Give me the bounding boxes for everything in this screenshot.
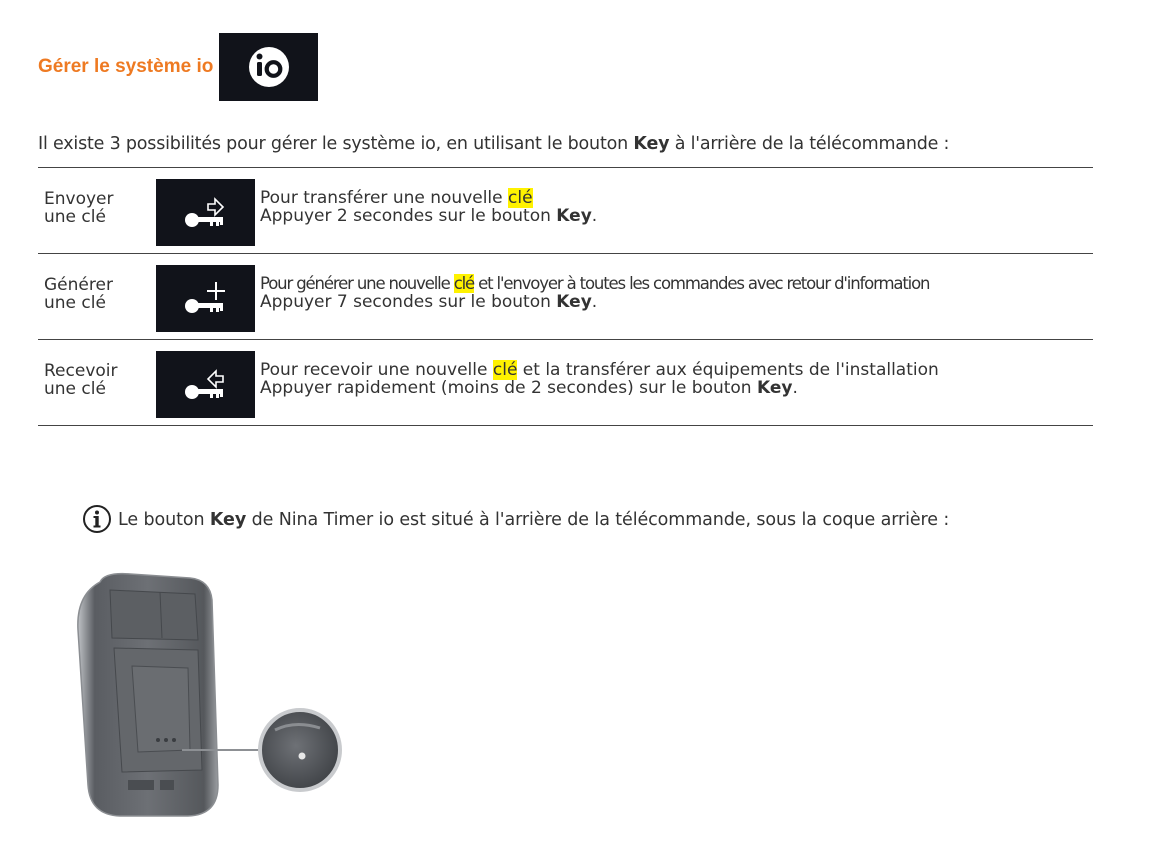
row-label-line1: Générer xyxy=(44,275,113,295)
section-header xyxy=(38,33,318,101)
row-line1-highlight: clé xyxy=(492,360,518,380)
table-row-receive-key xyxy=(38,340,1093,426)
note-before: Le bouton xyxy=(118,510,210,530)
table-row-send-key xyxy=(38,168,1093,254)
row-line2 xyxy=(260,207,597,225)
row-label-line1: Envoyer xyxy=(44,189,114,209)
row-description xyxy=(260,361,939,397)
row-line2 xyxy=(260,293,929,311)
key-actions-table xyxy=(38,167,1093,426)
row-label xyxy=(44,276,154,312)
key-receive-arrow-left-icon xyxy=(156,351,255,418)
row-line1-before: Pour générer une nouvelle xyxy=(260,274,454,293)
row-line1-after: et la transférer aux équipements de l'installation xyxy=(517,360,939,380)
row-label xyxy=(44,362,154,398)
row-line1-before: Pour transférer une nouvelle xyxy=(260,188,509,208)
row-line2 xyxy=(260,379,939,397)
row-label-line1: Recevoir xyxy=(44,361,118,381)
row-line1 xyxy=(260,189,597,207)
row-line2-key-word: Key xyxy=(756,378,793,398)
table-row-generate-key xyxy=(38,254,1093,340)
row-line2-before: Appuyer 7 secondes sur le bouton xyxy=(260,292,557,312)
remote-back-illustration xyxy=(70,570,360,825)
row-label xyxy=(44,190,154,226)
intro-after: à l'arrière de la télécommande : xyxy=(669,134,950,154)
row-line2-before: Appuyer 2 secondes sur le bouton xyxy=(260,206,557,226)
info-icon xyxy=(82,504,112,534)
io-logo-badge xyxy=(219,33,318,101)
io-logo-icon xyxy=(246,44,292,90)
row-label-line2: une clé xyxy=(44,207,106,227)
row-line1-highlight: clé xyxy=(508,188,533,208)
row-line2-after: . xyxy=(591,206,598,226)
row-line2-after: . xyxy=(591,292,598,312)
row-description xyxy=(260,189,597,225)
row-line2-before: Appuyer rapidement (moins de 2 secondes) sur le bouton xyxy=(260,378,757,398)
row-label-line2: une clé xyxy=(44,293,106,313)
intro-before: Il existe 3 possibilités pour gérer le système io, en utilisant le bouton xyxy=(38,134,634,154)
row-line1-highlight: clé xyxy=(453,274,475,293)
row-label-line2: une clé xyxy=(44,379,106,399)
row-line2-key-word: Key xyxy=(556,206,592,226)
row-line2-key-word: Key xyxy=(556,292,592,312)
row-line1 xyxy=(260,275,929,293)
row-line1 xyxy=(260,361,939,379)
intro-text xyxy=(38,134,949,154)
note-after: de Nina Timer io est situé à l'arrière de la télécommande, sous la coque arrière : xyxy=(246,510,950,530)
info-note-text xyxy=(118,510,949,530)
key-generate-plus-icon xyxy=(156,265,255,332)
note-key-word: Key xyxy=(209,510,247,530)
row-line1-before: Pour recevoir une nouvelle xyxy=(260,360,493,380)
row-line1-after: et l'envoyer à toutes les commandes avec retour d'information xyxy=(474,274,930,293)
page-title: Gérer le système io xyxy=(38,56,214,77)
intro-key-word: Key xyxy=(633,134,670,154)
key-send-arrow-right-icon xyxy=(156,179,255,246)
row-description xyxy=(260,275,929,311)
row-line2-after: . xyxy=(792,378,798,398)
